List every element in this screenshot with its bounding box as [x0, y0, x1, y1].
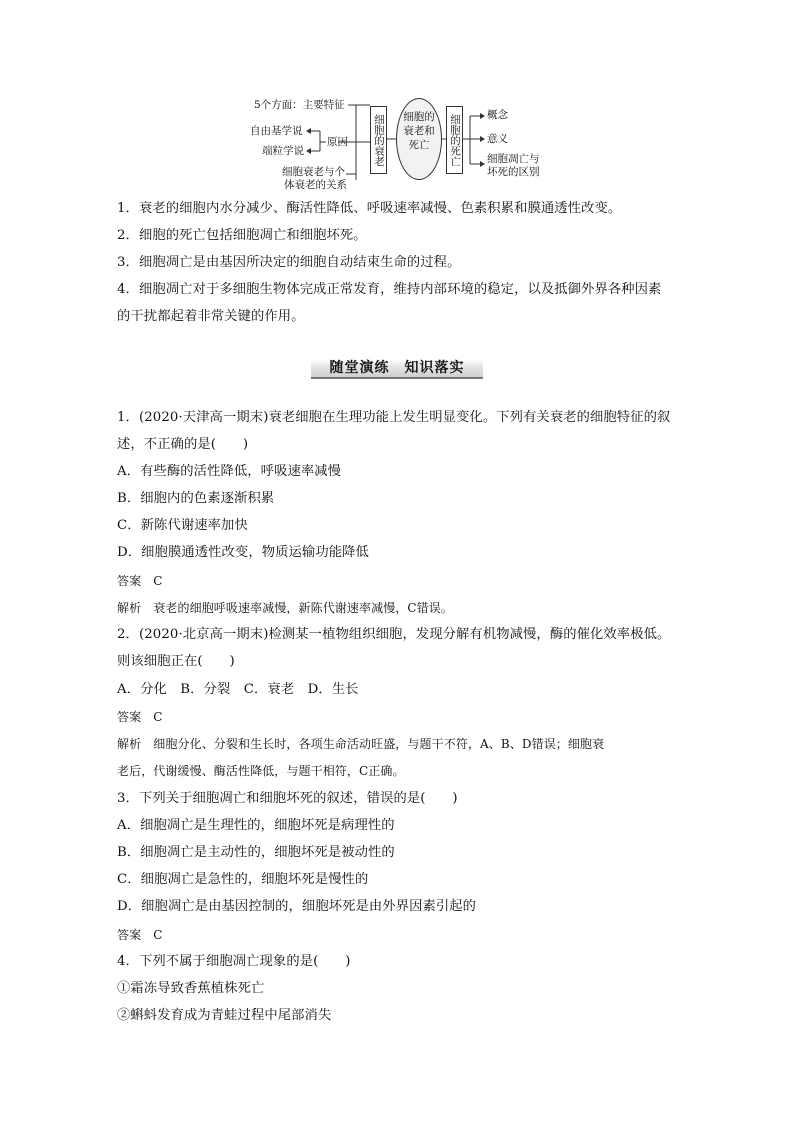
summary-point-3: 3．细胞凋亡是由基因所决定的细胞自动结束生命的过程。 — [117, 255, 461, 270]
q1-stem-line-1: 1．(2020·天津高一期末)衰老细胞在生理功能上发生明显变化。下列有关衰老的细胞特征的叙 — [117, 410, 671, 425]
q2-analysis-line-2: 老后，代谢缓慢、酶活性降低，与题干相符，C正确。 — [117, 764, 405, 778]
q1-option-a: A．有些酶的活性降低，呼吸速率减慢 — [117, 464, 342, 479]
q1-stem-line-2: 述，不正确的是( ) — [117, 437, 249, 452]
q1-option-b: B．细胞内的色素逐渐积累 — [117, 491, 275, 506]
diagram-death-box: 细胞的死亡 — [446, 106, 463, 174]
q3-option-b: B．细胞凋亡是主动性的，细胞坏死是被动性的 — [117, 845, 395, 860]
diagram-difference-label-1: 细胞凋亡与 — [487, 153, 540, 165]
q1-option-c: C．新陈代谢速率加快 — [117, 518, 248, 533]
diagram-significance-label: 意义 — [487, 133, 508, 145]
q4-item-1: ①霜冻导致香蕉植株死亡 — [117, 981, 265, 996]
summary-point-1: 1．衰老的细胞内水分减少、酶活性降低、呼吸速率减慢、色素积累和膜通透性改变。 — [117, 201, 622, 216]
q2-answer: 答案 C — [117, 710, 163, 724]
q4-item-2: ②蝌蚪发育成为青蛙过程中尾部消失 — [117, 1008, 332, 1023]
concept-diagram — [248, 94, 558, 194]
diagram-telomere-label: 端粒学说 — [262, 145, 304, 157]
diagram-relation-label-1: 细胞衰老与个 — [282, 166, 345, 178]
q2-stem-line-2: 则该细胞正在( ) — [117, 654, 235, 669]
q3-answer: 答案 C — [117, 928, 163, 942]
summary-point-4-cont: 的干扰都起着非常关键的作用。 — [117, 309, 305, 324]
diagram-cause-label: 原因 — [327, 136, 348, 148]
diagram-concept-label: 概念 — [487, 109, 508, 121]
q2-options: A．分化 B．分裂 C．衰老 D．生长 — [117, 682, 359, 697]
q4-stem: 4．下列不属于细胞凋亡现象的是( ) — [117, 954, 351, 969]
q1-option-d: D．细胞膜通透性改变，物质运输功能降低 — [117, 545, 369, 560]
q2-analysis-line-1: 解析 细胞分化、分裂和生长时，各项生命活动旺盛，与题干不符，A、B、D错误；细胞衰 — [117, 737, 605, 751]
banner-title: 随堂演练 知识落实 — [329, 360, 465, 376]
q1-analysis: 解析 衰老的细胞呼吸速率减慢，新陈代谢速率减慢，C错误。 — [117, 601, 453, 615]
diagram-aging-box: 细胞的衰老 — [370, 106, 387, 174]
q1-answer: 答案 C — [117, 574, 163, 588]
diagram-difference-label-2: 坏死的区别 — [487, 166, 540, 178]
q2-stem-line-1: 2．(2020·北京高一期末)检测某一植物组织细胞，发现分解有机物减慢，酶的催化效率极低。 — [117, 627, 671, 642]
diagram-feature-label: 5个方面：主要特征 — [254, 99, 345, 111]
q3-option-a: A．细胞凋亡是生理性的，细胞坏死是病理性的 — [117, 818, 395, 833]
q3-option-c: C．细胞凋亡是急性的，细胞坏死是慢性的 — [117, 872, 369, 887]
banner-underline — [311, 377, 483, 379]
summary-point-4: 4．细胞凋亡对于多细胞生物体完成正常发育，维持内部环境的稳定，以及抵御外界各种因素 — [117, 282, 662, 297]
section-banner — [311, 355, 483, 381]
q3-stem: 3．下列关于细胞凋亡和细胞坏死的叙述，错误的是( ) — [117, 791, 458, 806]
diagram-relation-label-2: 体衰老的关系 — [284, 179, 347, 191]
diagram-free-radical-label: 自由基学说 — [250, 125, 303, 137]
q3-option-d: D．细胞凋亡是由基因控制的，细胞坏死是由外界因素引起的 — [117, 899, 477, 914]
diagram-center-label: 细胞的衰老和死亡 — [403, 111, 435, 151]
summary-point-2: 2．细胞的死亡包括细胞凋亡和细胞坏死。 — [117, 228, 367, 243]
